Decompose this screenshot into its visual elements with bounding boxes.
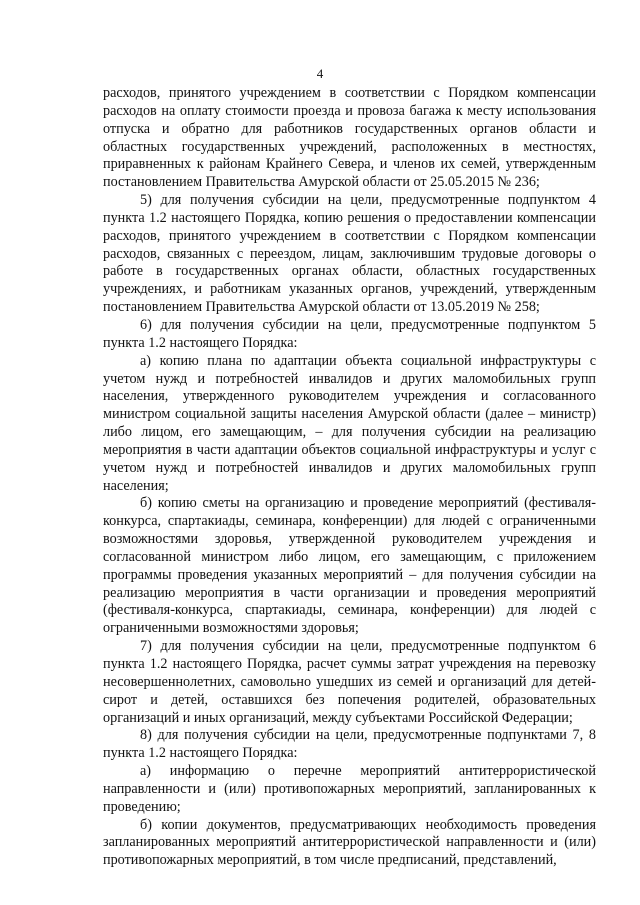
paragraph-item-6b: б) копию сметы на организацию и проведение мероприятий (фестиваля-конкурса, спартакиады, семинара, конференции) для людей с ограниченными возможностями здоровья, утвержденной руководителем учреждения и согласованной министром либо лицом, его замещающим, с приложением программы проведения указанных мероприятий – для получения субсидии на реализацию мероприятия в части организации и проведения мероприятий (фестиваля-конкурса, спартакиады, семинара, конференции) для людей с ограниченными возможностями здоровья; xyxy=(103,495,596,637)
paragraph-item-8a: а) информацию о перечне мероприятий антитеррористической направленности и (или) противопожарных мероприятий, запланированных к проведению; xyxy=(103,763,596,815)
paragraph-item-6a: а) копию плана по адаптации объекта социальной инфраструктуры с учетом нужд и потребностей инвалидов и других маломобильных групп населения, утвержденного руководителем учреждения и согласованного министром социальной защиты населения Амурской области (далее – министр) либо лицом, его замещающим, – для получения субсидии на реализацию мероприятия в части адаптации объектов социальной инфраструктуры и услуг с учетом нужд и потребностей инвалидов и других маломобильных групп населения; xyxy=(103,352,596,494)
paragraph-item-5: 5) для получения субсидии на цели, предусмотренные подпунктом 4 пункта 1.2 настоящего Порядка, копию решения о предоставлении компенсации расходов, принятого учреждением в соответствии с Порядком компенсации расходов, связанных с переездом, лицам, заключившим трудовые договоры о работе в государственных органах области, областных государственных учреждениях, и работникам указанных органов, учреждений, утвержденным постановлением Правительства Амурской области от 13.05.2019 № 258; xyxy=(103,192,596,316)
paragraph-item-8: 8) для получения субсидии на цели, предусмотренные подпунктами 7, 8 пункта 1.2 настоящего Порядка: xyxy=(103,727,596,762)
paragraph-continuation: расходов, принятого учреждением в соответствии с Порядком компенсации расходов на оплату стоимости проезда и провоза багажа к месту использования отпуска и обратно для работников государственных органов области и областных государственных учреждений, расположенных в местностях, приравненных к районам Крайнего Севера, и членов их семей, утвержденным постановлением Правительства Амурской области от 25.05.2015 № 236; xyxy=(103,85,596,191)
document-body xyxy=(103,85,596,870)
paragraph-item-8b: б) копии документов, предусматривающих необходимость проведения запланированных мероприятий антитеррористической направленности и (или) противопожарных мероприятий, в том числе предписаний, представлений, xyxy=(103,816,596,869)
paragraph-item-7: 7) для получения субсидии на цели, предусмотренные подпунктом 6 пункта 1.2 настоящего Порядка, расчет суммы затрат учреждения на перевозку несовершеннолетних, самовольно ушедших из семей и организаций для детей-сирот и детей, оставшихся без попечения родителей, образовательных организаций и иных организаций, между субъектами Российской Федерации; xyxy=(103,638,596,726)
page-number: 4 xyxy=(316,66,324,81)
paragraph-item-6: 6) для получения субсидии на цели, предусмотренные подпунктом 5 пункта 1.2 настоящего Порядка: xyxy=(103,316,596,351)
